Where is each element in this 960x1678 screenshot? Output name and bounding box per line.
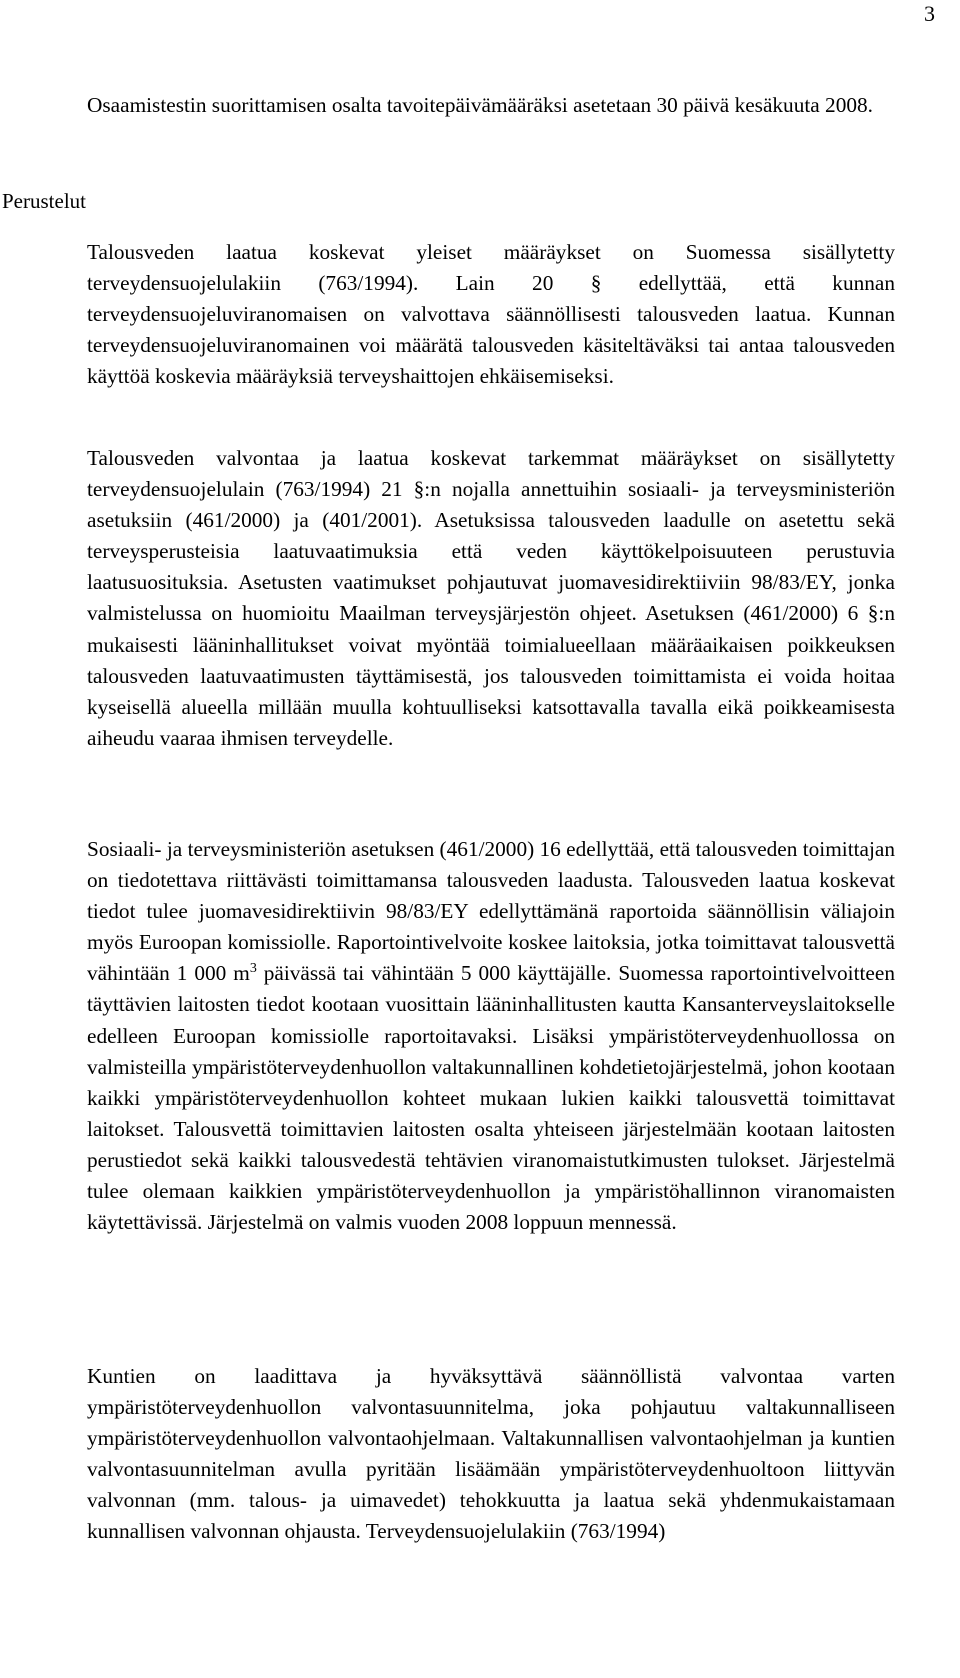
superscript-three: 3 [249, 961, 257, 977]
paragraph-supervision-plan: Kuntien on laadittava ja hyväksyttävä säännöllistä valvontaa varten ympäristöterveydenhuollon valvontasuunnitelma, joka pohjautuu valtakunnalliseen ympäristöterveydenhuollon valvontaohjelmaan. Valtakunnallisen valvontaohjelman ja kuntien valvontasuunnitelman avulla pyritään lisäämään ympäristöterveydenhuoltoon liittyvän valvonnan (mm. talous- ja uimavedet) tehokkuutta ja laatua sekä yhdenmukaistamaan kunnallisen valvonnan ohjausta. Terveydensuojelulakiin (763/1994) [87, 1364, 895, 1544]
paragraph-general-regulations: Talousveden laatua koskevat yleiset määräykset on Suomessa sisällytetty terveydensuojelulakiin (763/1994). Lain 20 § edellyttää, että kunnan terveydensuojeluviranomaisen on valvottava säännöllisesti talousveden laatua. Kunnan terveydensuojeluviranomainen voi määrätä talousveden käsiteltäväksi tai antaa talousveden käyttöä koskevia määräyksiä terveyshaittojen ehkäisemiseksi. [87, 240, 895, 389]
paragraph-reporting [87, 834, 895, 1238]
section-heading-perustelut: Perustelut [2, 189, 86, 213]
paragraph-target-date: Osaamistestin suorittamisen osalta tavoitepäivämääräksi asetetaan 30 päivä kesäkuuta 2008. [87, 93, 873, 117]
page-number: 3 [924, 1, 935, 26]
paragraph-reporting-text-2: päivässä tai vähintään 5 000 käyttäjälle. Suomessa raportointivelvoitteen täyttävien laitosten tiedot kootaan vuosittain lääninhallitusten kautta Kansanterveyslaitokselle edelleen Euroopan komissiolle raportoitavaksi. Lisäksi ympäristöterveydenhuollossa on valmisteilla ympäristöterveydenhuollon valtakunnallinen kohdetietojärjestelmä, johon kootaan kaikki ympäristöterveydenhuollon kohteet mukaan lukien kaikki talousvettä toimittavat laitokset. Talousvettä toimittavien laitosten osalta yhteiseen järjestelmään kootaan laitosten perustiedot sekä kaikki talousvedestä tehtävien viranomaistutkimusten tulokset. Järjestelmä tulee olemaan kaikkien ympäristöterveydenhuollon ja ympäristöhallinnon viranomaisten käytettävissä. Järjestelmä on valmis vuoden 2008 loppuun mennessä. [87, 961, 895, 1235]
paragraph-reporting-text-1: Sosiaali- ja terveysministeriön asetuksen (461/2000) 16 edellyttää, että talousveden toimittajan on tiedotettava riittävästi toimittamansa talousveden laadusta. Talousveden laatua koskevat tiedot tulee juomavesidirektiivin 98/83/EY edellyttämänä raportoida säännöllisin väliajoin myös Euroopan komissiolle. Raportointivelvoite koskee laitoksia, jotka toimittavat talousvettä vähintään 1 000 m [87, 837, 895, 986]
paragraph-detailed-regulations: Talousveden valvontaa ja laatua koskevat tarkemmat määräykset on sisällytetty terveydensuojelulain (763/1994) 21 §:n nojalla annettuihin sosiaali- ja terveysministeriön asetuksiin (461/2000) ja (401/2001). Asetuksissa talousveden laadulle on asetettu sekä terveysperusteisia laatuvaatimuksia että veden käyttökelpoisuuteen perustuvia laatusuosituksia. Asetusten vaatimukset pohjautuvat juomavesidirektiiviin 98/83/EY, jonka valmistelussa on huomioitu Maailman terveysjärjestön ohjeet. Asetuksen (461/2000) 6 §:n mukaisesti lääninhallitukset voivat myöntää toimialueellaan määräaikaisen poikkeuksen talousveden laatuvaatimusten täyttämisestä, jos talousveden toimittamista ei voida hoitaa kyseisellä alueella millään muulla kohtuulliseksi katsottavalla tavalla eikä poikkeamisesta aiheudu vaaraa ihmisen terveydelle. [87, 446, 895, 750]
